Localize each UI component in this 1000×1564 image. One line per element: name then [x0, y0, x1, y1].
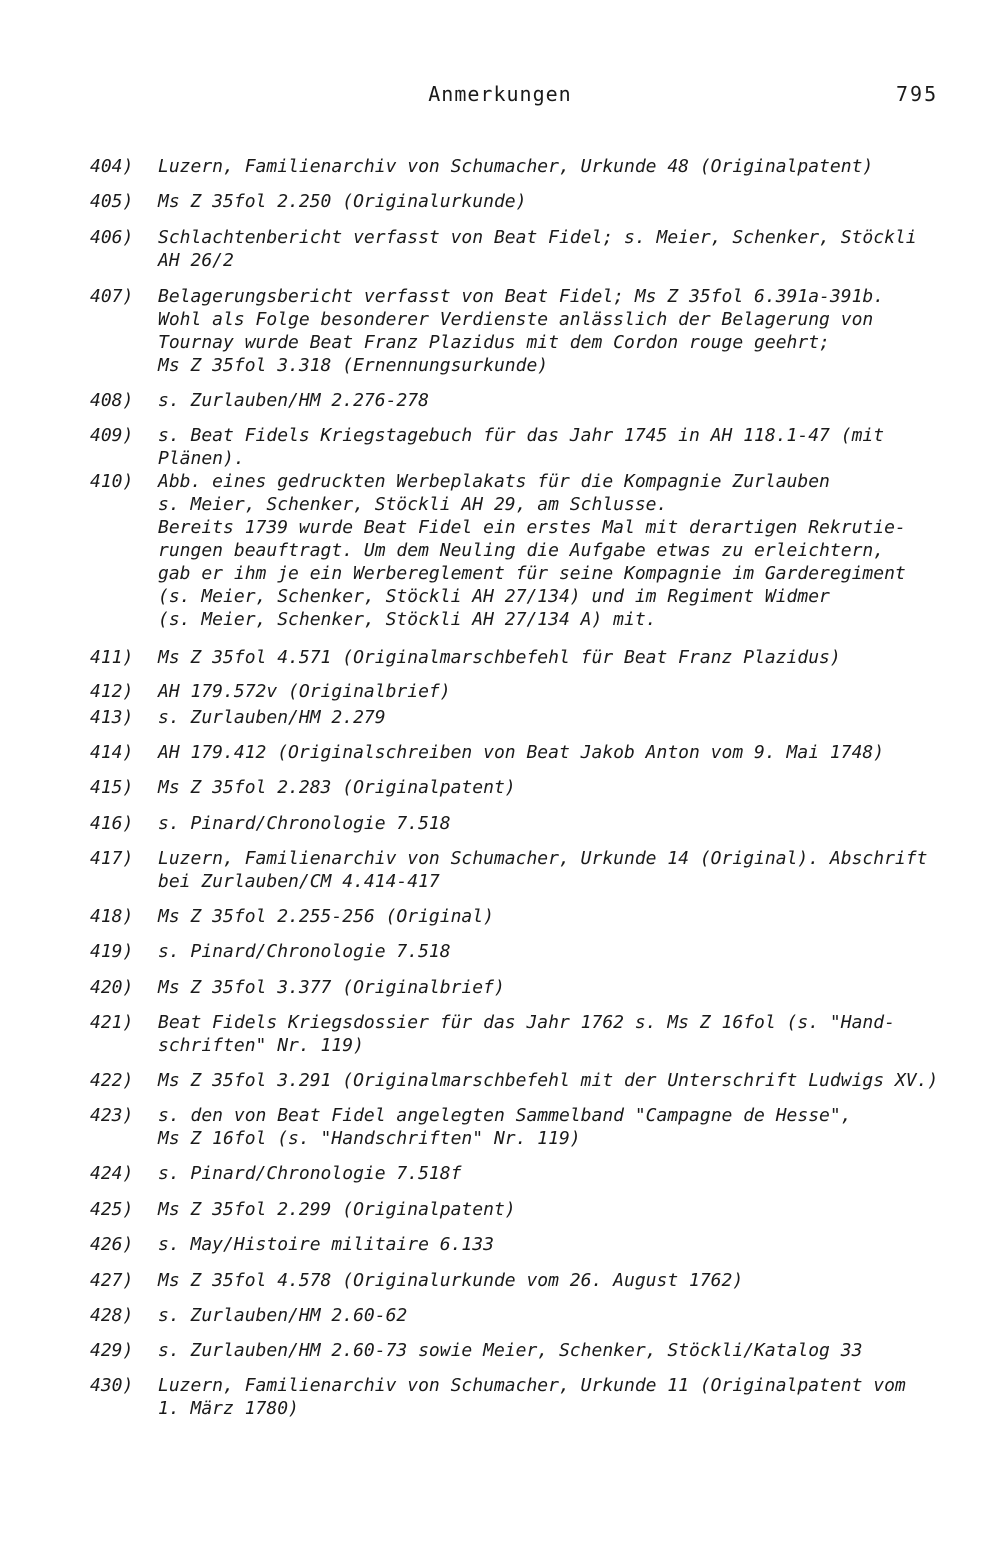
footnote-line: Abb. eines gedruckten Werbeplakats für die Kompagnie Zurlauben	[158, 471, 830, 492]
running-header-title: Anmerkungen	[428, 82, 572, 106]
footnote-number: 430)	[90, 1375, 134, 1396]
footnote-line: rungen beauftragt. Um dem Neuling die Aufgabe etwas zu erleichtern,	[158, 540, 885, 561]
footnote-line: Belagerungsbericht verfasst von Beat Fidel; Ms Z 35fol 6.391a-391b.	[158, 286, 885, 307]
footnote-text	[158, 1162, 948, 1185]
footnote-line: Ms Z 35fol 2.299 (Originalpatent)	[158, 1199, 516, 1220]
footnote-text	[158, 1198, 948, 1221]
footnote-number: 407)	[90, 286, 134, 307]
footnote-text	[158, 1269, 948, 1292]
footnote-number: 420)	[90, 977, 134, 998]
footnote-text	[158, 389, 948, 412]
footnote-number: 404)	[90, 156, 134, 177]
footnote-line: Ms Z 35fol 4.571 (Originalmarschbefehl für Beat Franz Plazidus)	[158, 647, 841, 668]
footnote-number: 410)	[90, 471, 134, 492]
footnote-number: 415)	[90, 777, 134, 798]
page-number: 795	[896, 82, 939, 106]
footnote-line: bei Zurlauben/CM 4.414-417	[158, 871, 440, 892]
footnote-text	[158, 1304, 948, 1327]
footnote-line: s. Zurlauben/HM 2.279	[158, 707, 386, 728]
footnote-line: Ms Z 35fol 2.255-256 (Original)	[158, 906, 494, 927]
footnote-line: Ms Z 35fol 2.283 (Originalpatent)	[158, 777, 516, 798]
footnote-text	[158, 812, 948, 835]
footnote-line: s. Pinard/Chronologie 7.518	[158, 941, 451, 962]
footnote-number: 408)	[90, 390, 134, 411]
footnote-text	[158, 1069, 948, 1092]
footnote-number: 427)	[90, 1270, 134, 1291]
footnote-text	[158, 285, 948, 377]
footnote-line: Bereits 1739 wurde Beat Fidel ein erstes Mal mit derartigen Rekrutie-	[158, 517, 906, 538]
footnote-line: Wohl als Folge besonderer Verdienste anlässlich der Belagerung von	[158, 309, 874, 330]
footnote-line: s. Pinard/Chronologie 7.518	[158, 813, 451, 834]
footnote-text	[158, 741, 948, 764]
footnote-number: 416)	[90, 813, 134, 834]
footnote-number: 417)	[90, 848, 134, 869]
footnote-number: 429)	[90, 1340, 134, 1361]
footnote-text	[158, 1233, 948, 1256]
footnote-line: Ms Z 35fol 3.377 (Originalbrief)	[158, 977, 505, 998]
footnote-text	[158, 190, 948, 213]
footnote-line: s. May/Histoire militaire 6.133	[158, 1234, 494, 1255]
footnote-number: 418)	[90, 906, 134, 927]
footnote-text	[158, 155, 948, 178]
footnote-text	[158, 680, 948, 703]
footnote-text	[158, 706, 948, 729]
footnote-line: AH 179.412 (Originalschreiben von Beat Jakob Anton vom 9. Mai 1748)	[158, 742, 885, 763]
footnote-line: s. Zurlauben/HM 2.60-62	[158, 1305, 408, 1326]
footnote-text	[158, 1339, 948, 1362]
footnote-number: 405)	[90, 191, 134, 212]
footnote-number: 428)	[90, 1305, 134, 1326]
footnote-text	[158, 847, 948, 893]
footnote-line: Ms Z 35fol 3.291 (Originalmarschbefehl mit der Unterschrift Ludwigs XV.)	[158, 1070, 939, 1091]
footnote-line: (s. Meier, Schenker, Stöckli AH 27/134 A) mit.	[158, 609, 657, 630]
footnote-line: Schlachtenbericht verfasst von Beat Fidel; s. Meier, Schenker, Stöckli	[158, 227, 917, 248]
footnote-line: Plänen).	[158, 448, 245, 469]
footnote-number: 409)	[90, 425, 134, 446]
footnote-text	[158, 940, 948, 963]
footnote-text	[158, 226, 948, 272]
footnote-text	[158, 470, 948, 631]
footnote-line: (s. Meier, Schenker, Stöckli AH 27/134) und im Regiment Widmer	[158, 586, 830, 607]
footnote-text	[158, 776, 948, 799]
footnote-line: Luzern, Familienarchiv von Schumacher, Urkunde 48 (Originalpatent)	[158, 156, 874, 177]
footnote-text	[158, 1374, 948, 1420]
footnote-line: s. Zurlauben/HM 2.276-278	[158, 390, 429, 411]
footnote-line: Ms Z 35fol 3.318 (Ernennungsurkunde)	[158, 355, 549, 376]
footnote-line: 1. März 1780)	[158, 1398, 299, 1419]
footnote-text	[158, 646, 948, 669]
footnote-text	[158, 1104, 948, 1150]
footnote-number: 426)	[90, 1234, 134, 1255]
footnote-line: s. Zurlauben/HM 2.60-73 sowie Meier, Schenker, Stöckli/Katalog 33	[158, 1340, 863, 1361]
footnote-line: Ms Z 35fol 4.578 (Originalurkunde vom 26. August 1762)	[158, 1270, 744, 1291]
footnote-text	[158, 976, 948, 999]
footnote-number: 419)	[90, 941, 134, 962]
footnote-line: s. Beat Fidels Kriegstagebuch für das Jahr 1745 in AH 118.1-47 (mit	[158, 425, 885, 446]
footnote-line: Ms Z 35fol 2.250 (Originalurkunde)	[158, 191, 527, 212]
footnote-number: 425)	[90, 1199, 134, 1220]
footnote-line: Tournay wurde Beat Franz Plazidus mit dem Cordon rouge geehrt;	[158, 332, 830, 353]
footnote-line: AH 26/2	[158, 250, 234, 271]
footnote-number: 421)	[90, 1012, 134, 1033]
footnote-line: Luzern, Familienarchiv von Schumacher, Urkunde 11 (Originalpatent vom	[158, 1375, 906, 1396]
footnote-line: s. Meier, Schenker, Stöckli AH 29, am Schlusse.	[158, 494, 668, 515]
footnote-line: gab er ihm je ein Werbereglement für seine Kompagnie im Garderegiment	[158, 563, 906, 584]
footnote-number: 406)	[90, 227, 134, 248]
footnote-line: Beat Fidels Kriegsdossier für das Jahr 1762 s. Ms Z 16fol (s. "Hand-	[158, 1012, 895, 1033]
footnote-text	[158, 1011, 948, 1057]
footnote-line: s. den von Beat Fidel angelegten Sammelband "Campagne de Hesse",	[158, 1105, 852, 1126]
footnote-line: schriften" Nr. 119)	[158, 1035, 364, 1056]
footnote-number: 422)	[90, 1070, 134, 1091]
footnote-number: 414)	[90, 742, 134, 763]
footnote-number: 424)	[90, 1163, 134, 1184]
footnote-text	[158, 424, 948, 470]
footnote-text	[158, 905, 948, 928]
footnote-number: 411)	[90, 647, 134, 668]
footnote-line: Luzern, Familienarchiv von Schumacher, Urkunde 14 (Original). Abschrift	[158, 848, 928, 869]
footnote-line: s. Pinard/Chronologie 7.518f	[158, 1163, 462, 1184]
footnote-number: 412)	[90, 681, 134, 702]
footnote-line: AH 179.572v (Originalbrief)	[158, 681, 451, 702]
footnote-number: 423)	[90, 1105, 134, 1126]
footnote-number: 413)	[90, 707, 134, 728]
footnote-line: Ms Z 16fol (s. "Handschriften" Nr. 119)	[158, 1128, 581, 1149]
